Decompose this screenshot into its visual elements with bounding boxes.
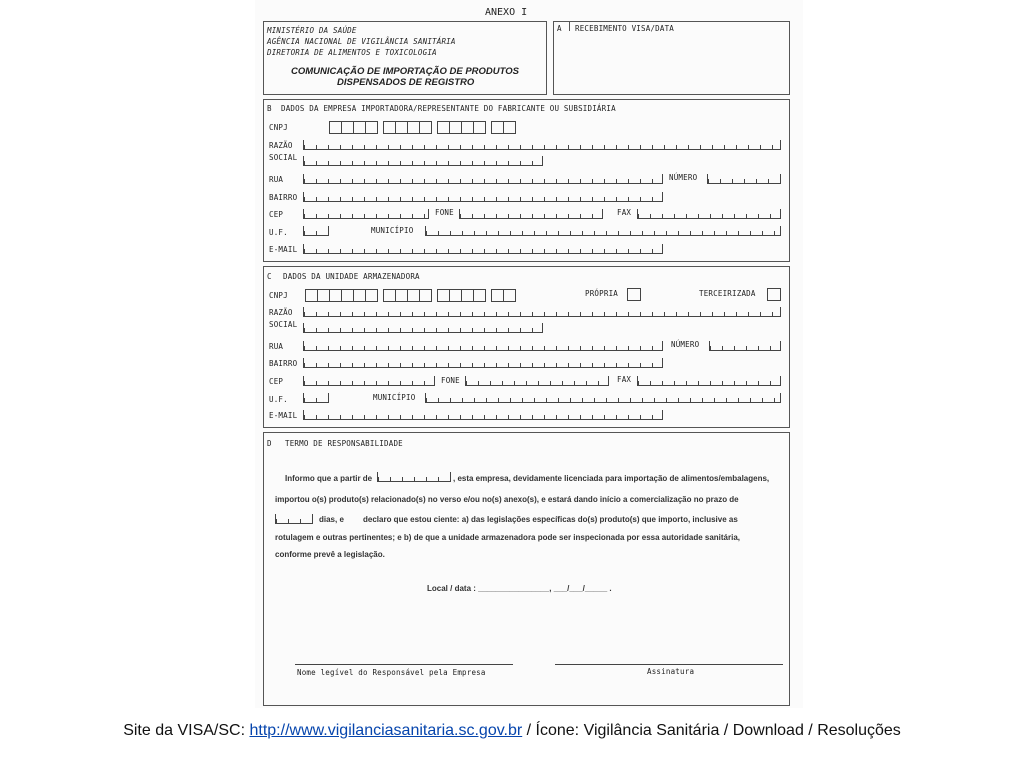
section-c-title: DADOS DA UNIDADE ARMAZENADORA bbox=[283, 272, 420, 281]
section-a-letter: A bbox=[557, 24, 562, 33]
d-line-3a: dias, e bbox=[319, 515, 344, 524]
c-razao-label: RAZÃO bbox=[269, 308, 293, 317]
org-line-2: AGÊNCIA NACIONAL DE VIGILÂNCIA SANITÁRIA bbox=[267, 37, 456, 46]
c-municipio-label: MUNICÍPIO bbox=[373, 393, 416, 402]
c-fax-input[interactable] bbox=[637, 376, 781, 386]
b-razao-input[interactable] bbox=[303, 140, 781, 150]
b-email-label: E-MAIL bbox=[269, 245, 298, 254]
c-uf-input[interactable] bbox=[303, 393, 329, 403]
footer-caption bbox=[0, 722, 1024, 740]
caption-prefix: Site da VISA/SC: bbox=[123, 722, 250, 739]
c-cnpj-label: CNPJ bbox=[269, 291, 288, 300]
section-b-title: DADOS DA EMPRESA IMPORTADORA/REPRESENTANTE DO FABRICANTE OU SUBSIDIÁRIA bbox=[281, 104, 616, 113]
d-line-1b: , esta empresa, devidamente licenciada para importação de alimentos/embalagens, bbox=[453, 474, 770, 483]
d-sig-right-label: Assinatura bbox=[647, 667, 695, 676]
b-numero-input[interactable] bbox=[707, 174, 781, 184]
d-local-data: Local / data : ________________, ___/___/_____ . bbox=[427, 584, 612, 593]
caption-suffix: / Ícone: Vigilância Sanitária / Download / Resoluções bbox=[522, 722, 901, 739]
c-rua-input[interactable] bbox=[303, 341, 663, 351]
annex-title: ANEXO I bbox=[485, 7, 528, 18]
c-bairro-label: BAIRRO bbox=[269, 359, 298, 368]
b-cnpj-input[interactable] bbox=[329, 121, 515, 132]
b-social-input[interactable] bbox=[303, 156, 543, 166]
c-fax-label: FAX bbox=[617, 375, 632, 384]
doc-title-line-1: COMUNICAÇÃO DE IMPORTAÇÃO DE PRODUTOS bbox=[291, 66, 520, 77]
c-razao-input[interactable] bbox=[303, 307, 781, 317]
c-municipio-input[interactable] bbox=[425, 393, 781, 403]
c-social-input[interactable] bbox=[303, 323, 543, 333]
c-rua-label: RUA bbox=[269, 342, 284, 351]
b-municipio-label: MUNICÍPIO bbox=[371, 226, 414, 235]
c-email-label: E-MAIL bbox=[269, 411, 298, 420]
section-c-letter: C bbox=[267, 272, 272, 281]
visa-site-link[interactable]: http://www.vigilanciasanitaria.sc.gov.br bbox=[249, 722, 523, 739]
b-email-input[interactable] bbox=[303, 244, 663, 254]
d-days-input[interactable] bbox=[275, 514, 313, 524]
d-sig-left-label: Nome legível do Responsável pela Empresa bbox=[297, 668, 486, 677]
form-page bbox=[255, 0, 803, 708]
c-cnpj-input[interactable] bbox=[305, 289, 515, 300]
section-d-title: TERMO DE RESPONSABILIDADE bbox=[285, 439, 403, 448]
b-cep-label: CEP bbox=[269, 210, 284, 219]
c-numero-input[interactable] bbox=[709, 341, 781, 351]
c-propria-label: PRÓPRIA bbox=[585, 289, 619, 298]
d-line-3b: declaro que estou ciente: a) das legislações específicas do(s) produto(s) que importo, inclusive as bbox=[363, 515, 738, 524]
b-fone-input[interactable] bbox=[459, 209, 603, 219]
b-rua-label: RUA bbox=[269, 175, 284, 184]
b-numero-label: NÚMERO bbox=[669, 173, 698, 182]
section-b-letter: B bbox=[267, 104, 272, 113]
c-fone-input[interactable] bbox=[465, 376, 609, 386]
b-cep-input[interactable] bbox=[303, 209, 429, 219]
c-numero-label: NÚMERO bbox=[671, 340, 700, 349]
b-fone-label: FONE bbox=[435, 208, 454, 217]
org-line-1: MINISTÉRIO DA SAÚDE bbox=[267, 26, 357, 35]
d-line-2: importou o(s) produto(s) relacionado(s) no verso e/ou no(s) anexo(s), e estará dando início a comercialização no prazo de bbox=[275, 495, 739, 504]
b-fax-input[interactable] bbox=[637, 209, 781, 219]
b-municipio-input[interactable] bbox=[425, 226, 781, 236]
b-uf-input[interactable] bbox=[303, 226, 329, 236]
d-sig-line-right bbox=[555, 664, 783, 665]
org-line-3: DIRETORIA DE ALIMENTOS E TOXICOLOGIA bbox=[267, 48, 437, 57]
c-social-label: SOCIAL bbox=[269, 320, 298, 329]
b-bairro-label: BAIRRO bbox=[269, 193, 298, 202]
c-terceirizada-label: TERCEIRIZADA bbox=[699, 289, 756, 298]
c-fone-label: FONE bbox=[441, 376, 460, 385]
doc-title-line-2: DISPENSADOS DE REGISTRO bbox=[337, 77, 475, 88]
c-email-input[interactable] bbox=[303, 410, 663, 420]
c-propria-checkbox[interactable] bbox=[627, 288, 641, 301]
b-social-label: SOCIAL bbox=[269, 153, 298, 162]
c-bairro-input[interactable] bbox=[303, 358, 663, 368]
b-fax-label: FAX bbox=[617, 208, 632, 217]
b-razao-label: RAZÃO bbox=[269, 141, 293, 150]
section-d-letter: D bbox=[267, 439, 272, 448]
c-cep-input[interactable] bbox=[303, 376, 435, 386]
section-a-divider bbox=[569, 21, 570, 31]
c-cep-label: CEP bbox=[269, 377, 284, 386]
section-a-title: RECEBIMENTO VISA/DATA bbox=[575, 24, 675, 33]
d-line-1a: Informo que a partir de bbox=[285, 474, 373, 483]
d-line-5: conforme prevê a legislação. bbox=[275, 550, 385, 559]
b-uf-label: U.F. bbox=[269, 228, 288, 237]
d-line-4: rotulagem e outras pertinentes; e b) de que a unidade armazenadora pode ser inspecionada por essa autoridade sanitária, bbox=[275, 533, 741, 542]
c-terceirizada-checkbox[interactable] bbox=[767, 288, 781, 301]
d-sig-line-left bbox=[295, 664, 513, 665]
b-cnpj-label: CNPJ bbox=[269, 123, 288, 132]
d-date-input[interactable] bbox=[377, 472, 451, 482]
b-rua-input[interactable] bbox=[303, 174, 663, 184]
c-uf-label: U.F. bbox=[269, 395, 288, 404]
b-bairro-input[interactable] bbox=[303, 192, 663, 202]
